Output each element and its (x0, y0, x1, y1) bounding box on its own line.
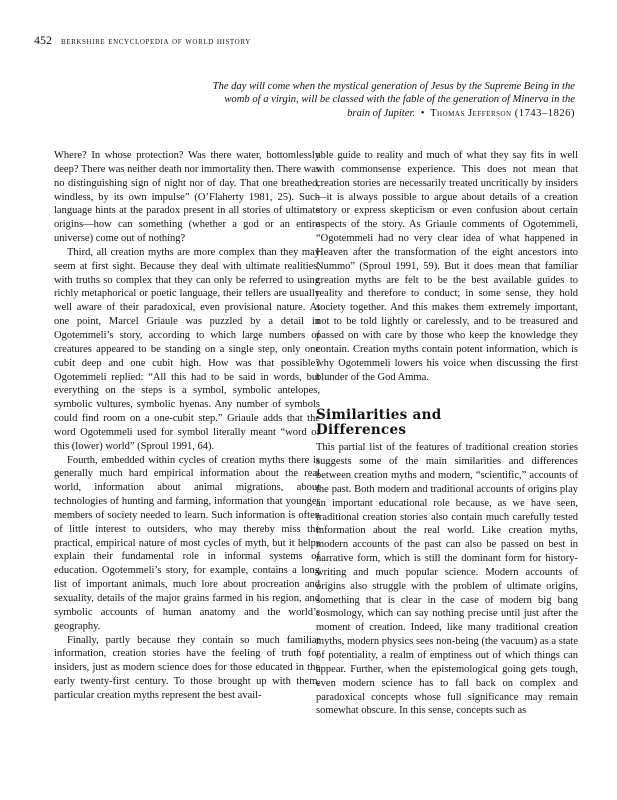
epigraph (205, 80, 575, 120)
paragraph: Finally, partly because they contain so much familiar information, creation stories have the feeling of truth for insiders, just as modern science does for those educated in the early twenty-first century. To those brought up with them, particular creation myths represent the best avail- (54, 634, 320, 701)
section-heading-line: Similarities and (316, 407, 442, 424)
paragraph: This partial list of the features of traditional creation stories suggests some of the main similarities and differences between creation myths and modern, “scientific,” accounts of the past. Both modern and traditional accounts of origins play an important educational role because, as we have seen, traditional creation stories also contain much carefully tested information about the real world. Like creation myths, modern accounts of the past can also be passed on best in narrative form, which is still the dominant form for history-writing and much popular science. Modern accounts of origins also struggle with the problem of ultimate origins, something that is clear in the case of modern big bang cosmology, which can say nothing precise until just after the moment of creation. Indeed, like many traditional creation myths, modern physics sees non-being (the vacuum) as a state of potentiality, a realm of emptiness out of which things can appear. Further, when the epistemological going gets tough, even modern science has to fall back on complex and paradoxical concepts whose full significance may remain somewhat obscure. In this sense, concepts such as (316, 442, 578, 717)
epigraph-separator: • (420, 107, 425, 119)
paragraph: Where? In whose protection? Was there water, bottomlessly deep? There was neither death nor immortality then. There was no distinguishing sign of night nor of day. That one breathed, windless, by its own impulse” (O’Flaherty 1981, 25). Such language hints at the paradox present in all stories of ultimate origins—how can something (whether a god or an entire universe) come out of nothing? (54, 150, 320, 245)
left-column (54, 149, 320, 703)
running-title: berkshire encyclopedia of world history (60, 37, 251, 47)
right-column (316, 149, 578, 718)
paragraph: Fourth, embedded within cycles of creation myths there is generally much hard empirical information about the real world, information about animal migrations, about technologies of hunting and farming, information that younger members of society needed to learn. Such information is often of little interest to outsiders, who may thereby miss the practical, empirical nature of most cycles of myth, but it helps explain their fundamental role in informal systems of education. Ogotemmeli’s story, for example, contains a long list of important animals, much lore about procreation and sexuality, details of the major grains farmed in his region, and symbolic accounts of human anatomy and the world’s geography. (54, 454, 320, 632)
paragraph: able guide to reality and much of what they say fits in well with commonsense experience. This does not mean that creation stories are necessarily treated uncritically by insiders—it is always possible to argue about details of a creation story or express skepticism or even confusion about certain aspects of the story. As Griaule comments of Ogotemmeli, “Ogotemmeli had no very clear idea of what happened in Heaven after the transformation of the eight ancestors into Nummo” (Sproul 1991, 59). But it does mean that familiar creation myths are felt to be the best available guides to reality and therefore to conduct; in some sense, they hold society together. And this makes them extremely important, not to be told lightly or carelessly, and to be treasured and passed on with care by those who keep the knowledge they contain. Creation myths contain potent information, which is why Ogotemmeli lowers his voice when discussing the first blunder of the God Amma. (316, 150, 578, 383)
running-header (34, 33, 251, 48)
section-heading-line: Differences (316, 422, 407, 439)
page-number: 452 (34, 33, 52, 47)
epigraph-quote: The day will come when the mystical generation of Jesus by the Supreme Being in the womb of a virgin, will be classed with the fable of the generation of Minerva in the brain of Jupiter. (212, 81, 575, 119)
epigraph-author: Thomas Jefferson (1743–1826) (430, 107, 575, 119)
section-heading (316, 408, 578, 438)
paragraph: Third, all creation myths are more complex than they may seem at first sight. Because they deal with ultimate realities, with truths so complex that they can only be referred to using richly metaphorical or poetic language, their tellers are usually well aware of their paradoxical, even provisional nature. At one point, Marcel Griaule was puzzled by a detail in Ogotemmeli’s story, according to which large numbers of creatures appeared to be standing on a single step, only one cubit deep and one cubit high. How was that possible? Ogotemmeli replied: “All this had to be said in words, but everything on the steps is a symbol, symbolic antelopes, symbolic vultures, symbolic hyenas. Any number of symbols could find room on a one-cubit step.” Griaule adds that the word Ogotemmeli used for symbol literally meant “word of this (lower) world” (Sproul 1991, 64). (54, 246, 320, 452)
